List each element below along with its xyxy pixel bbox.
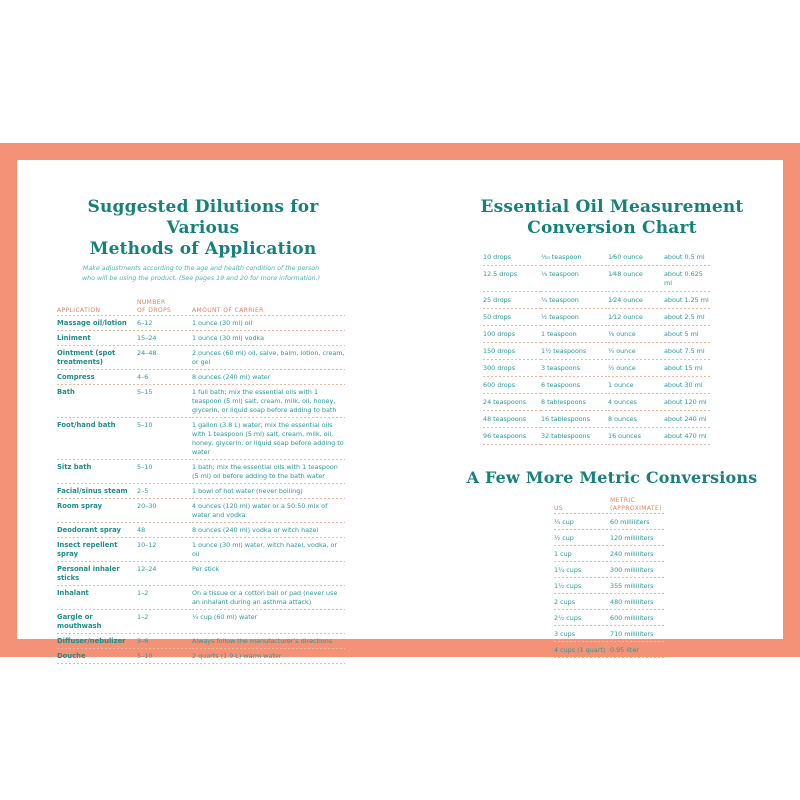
us-cell: 1¼ cups xyxy=(554,562,610,578)
us-cell: ½ cup xyxy=(554,530,610,546)
drops-cell: 5–10 xyxy=(137,418,192,460)
dilution-row xyxy=(57,346,345,370)
dilution-row xyxy=(57,499,345,523)
conversion-row xyxy=(483,309,711,326)
conversion-row xyxy=(483,292,711,309)
header-us: US xyxy=(554,494,610,514)
metric-row xyxy=(554,578,666,594)
application-cell: Bath xyxy=(57,385,137,418)
dilution-row xyxy=(57,523,345,538)
drops-cell: 24 teaspoons xyxy=(483,394,541,411)
carrier-cell: ¼ cup (60 ml) water xyxy=(192,610,345,634)
conversion-title xyxy=(462,197,762,239)
metric-title: A Few More Metric Conversions xyxy=(466,468,758,487)
header-application: APPLICATION xyxy=(57,296,137,316)
drops-cell: 50 drops xyxy=(483,309,541,326)
metric-table xyxy=(554,494,666,658)
dilution-row xyxy=(57,484,345,499)
drops-cell: 3–6 xyxy=(137,634,192,649)
conversion-row xyxy=(483,266,711,292)
drops-cell: 96 teaspoons xyxy=(483,428,541,445)
us-cell: ¼ cup xyxy=(554,514,610,530)
application-cell: Facial/sinus steam xyxy=(57,484,137,499)
teaspoon-cell: 6 teaspoons xyxy=(541,377,608,394)
carrier-cell: 1 ounce (30 ml) vodka xyxy=(192,331,345,346)
conversion-row xyxy=(483,249,711,266)
application-cell: Liniment xyxy=(57,331,137,346)
dilution-row xyxy=(57,331,345,346)
header-metric-line1: METRIC xyxy=(610,497,636,504)
drops-cell: 20–30 xyxy=(137,499,192,523)
teaspoon-cell: 32 tablespoons xyxy=(541,428,608,445)
us-cell: 3 cups xyxy=(554,626,610,642)
application-cell: Gargle or mouthwash xyxy=(57,610,137,634)
ml-cell: about 15 ml xyxy=(664,360,711,377)
teaspoon-cell: 16 tablespoons xyxy=(541,411,608,428)
drops-cell: 48 teaspoons xyxy=(483,411,541,428)
metric-cell: 710 milliliters xyxy=(610,626,666,642)
header-metric-line2: (APPROXIMATE) xyxy=(610,504,662,512)
drops-cell: 5–15 xyxy=(137,385,192,418)
ml-cell: about 470 ml xyxy=(664,428,711,445)
drops-cell: 5–10 xyxy=(137,649,192,664)
drops-cell: 24–48 xyxy=(137,346,192,370)
drops-cell: 48 xyxy=(137,523,192,538)
teaspoon-cell: ¼ teaspoon xyxy=(541,292,608,309)
application-cell: Personal inhaler sticks xyxy=(57,562,137,586)
metric-row xyxy=(554,530,666,546)
drops-cell: 6–12 xyxy=(137,316,192,331)
carrier-cell: 8 ounces (240 ml) water xyxy=(192,370,345,385)
metric-row xyxy=(554,642,666,658)
metric-cell: 240 milliliters xyxy=(610,546,666,562)
dilution-row xyxy=(57,634,345,649)
dilutions-title xyxy=(53,197,353,260)
dilutions-title-line2: Methods of Application xyxy=(89,239,317,259)
ounce-cell: 8 ounces xyxy=(608,411,664,428)
carrier-cell: 2 quarts (1.9 L) warm water xyxy=(192,649,345,664)
ounce-cell: 1⁄60 ounce xyxy=(608,249,664,266)
drops-cell: 2–5 xyxy=(137,484,192,499)
dilution-row xyxy=(57,460,345,484)
metric-cell: 60 milliliters xyxy=(610,514,666,530)
ml-cell: about 240 ml xyxy=(664,411,711,428)
drops-cell: 1–2 xyxy=(137,610,192,634)
teaspoon-cell: 8 tablespoons xyxy=(541,394,608,411)
metric-header-row xyxy=(554,494,666,514)
carrier-cell: 1 ounce (30 ml) water, witch hazel, vodka, or oil xyxy=(192,538,345,562)
dilutions-section xyxy=(57,197,345,664)
dilutions-header-row xyxy=(57,296,345,316)
carrier-cell: 1 ounce (30 ml) oil xyxy=(192,316,345,331)
ounce-cell: 4 ounces xyxy=(608,394,664,411)
carrier-cell: 1 bath; mix the essential oils with 1 teaspoon (5 ml) oil before adding to the bath water xyxy=(192,460,345,484)
drops-cell: 12–24 xyxy=(137,562,192,586)
dilution-row xyxy=(57,610,345,634)
metric-cell: 480 milliliters xyxy=(610,594,666,610)
dilution-row xyxy=(57,316,345,331)
carrier-cell: 4 ounces (120 ml) water or a 50:50 mix of water and vodka xyxy=(192,499,345,523)
header-drops-line2: OF DROPS xyxy=(137,306,172,314)
metric-row xyxy=(554,546,666,562)
metric-row xyxy=(554,610,666,626)
ounce-cell: ¼ ounce xyxy=(608,343,664,360)
carrier-cell: 1 full bath; mix the essential oils with 1 teaspoon (5 ml) salt, cream, milk, oil, honey, glycerin, or liquid soap before adding to bath xyxy=(192,385,345,418)
drops-cell: 5–10 xyxy=(137,460,192,484)
dilution-row xyxy=(57,538,345,562)
conversion-section xyxy=(462,197,762,658)
teaspoon-cell: ⅛ teaspoon xyxy=(541,266,608,292)
subtitle-line2: who will be using the product. (See pages 19 and 20 for more information.) xyxy=(81,275,321,282)
us-cell: 2½ cups xyxy=(554,610,610,626)
teaspoon-cell: 3 teaspoons xyxy=(541,360,608,377)
book-spread xyxy=(17,160,783,660)
application-cell: Sitz bath xyxy=(57,460,137,484)
application-cell: Inhalant xyxy=(57,586,137,610)
teaspoon-cell: ⅒ teaspoon xyxy=(541,249,608,266)
ml-cell: about 5 ml xyxy=(664,326,711,343)
ml-cell: about 120 ml xyxy=(664,394,711,411)
conversion-table xyxy=(483,249,711,445)
ounce-cell: 1⁄48 ounce xyxy=(608,266,664,292)
ounce-cell: 1⁄12 ounce xyxy=(608,309,664,326)
subtitle-line1: Make adjustments according to the age and health condition of the person xyxy=(82,265,320,272)
conversion-row xyxy=(483,360,711,377)
metric-row xyxy=(554,626,666,642)
ml-cell: about 0.625 ml xyxy=(664,266,711,292)
dilutions-subtitle xyxy=(57,264,345,284)
us-cell: 1½ cups xyxy=(554,578,610,594)
drops-cell: 25 drops xyxy=(483,292,541,309)
ounce-cell: ½ ounce xyxy=(608,360,664,377)
dilutions-title-line1: Suggested Dilutions for Various xyxy=(87,197,319,238)
header-carrier: AMOUNT OF CARRIER xyxy=(192,296,345,316)
drops-cell: 300 drops xyxy=(483,360,541,377)
teaspoon-cell: 1½ teaspoons xyxy=(541,343,608,360)
application-cell: Douche xyxy=(57,649,137,664)
metric-cell: 120 milliliters xyxy=(610,530,666,546)
drops-cell: 10 drops xyxy=(483,249,541,266)
us-cell: 4 cups (1 quart) xyxy=(554,642,610,658)
conversion-row xyxy=(483,326,711,343)
conversion-title-line1: Essential Oil Measurement xyxy=(480,197,744,217)
ml-cell: about 30 ml xyxy=(664,377,711,394)
ml-cell: about 2.5 ml xyxy=(664,309,711,326)
teaspoon-cell: 1 teaspoon xyxy=(541,326,608,343)
ml-cell: about 1.25 ml xyxy=(664,292,711,309)
dilution-row xyxy=(57,385,345,418)
drops-cell: 4–6 xyxy=(137,370,192,385)
us-cell: 2 cups xyxy=(554,594,610,610)
drops-cell: 12.5 drops xyxy=(483,266,541,292)
drops-cell: 10–12 xyxy=(137,538,192,562)
us-cell: 1 cup xyxy=(554,546,610,562)
ounce-cell: 1⁄24 ounce xyxy=(608,292,664,309)
application-cell: Deodorant spray xyxy=(57,523,137,538)
header-metric xyxy=(610,494,666,514)
dilution-row xyxy=(57,370,345,385)
drops-cell: 1–2 xyxy=(137,586,192,610)
carrier-cell: Per stick xyxy=(192,562,345,586)
carrier-cell: Always follow the manufacturer’s directions xyxy=(192,634,345,649)
metric-cell: 0.95 liter xyxy=(610,642,666,658)
drops-cell: 150 drops xyxy=(483,343,541,360)
carrier-cell: 2 ounces (60 ml) oil, salve, balm, lotion, cream, or gel xyxy=(192,346,345,370)
metric-cell: 355 milliliters xyxy=(610,578,666,594)
conversion-title-line2: Conversion Chart xyxy=(527,218,697,238)
metric-row xyxy=(554,562,666,578)
metric-cell: 300 milliliters xyxy=(610,562,666,578)
header-drops xyxy=(137,296,192,316)
dilution-row xyxy=(57,562,345,586)
application-cell: Room spray xyxy=(57,499,137,523)
conversion-row xyxy=(483,343,711,360)
dilution-row xyxy=(57,418,345,460)
application-cell: Compress xyxy=(57,370,137,385)
conversion-row xyxy=(483,394,711,411)
ounce-cell: ⅙ ounce xyxy=(608,326,664,343)
application-cell: Foot/hand bath xyxy=(57,418,137,460)
carrier-cell: On a tissue or a cotton ball or pad (never use an inhalant during an asthma attack) xyxy=(192,586,345,610)
ml-cell: about 0.5 ml xyxy=(664,249,711,266)
header-drops-line1: NUMBER xyxy=(137,299,166,306)
carrier-cell: 8 ounces (240 ml) vodka or witch hazel xyxy=(192,523,345,538)
dilutions-table xyxy=(57,296,345,664)
ounce-cell: 1 ounce xyxy=(608,377,664,394)
carrier-cell: 1 bowl of hot water (never boiling) xyxy=(192,484,345,499)
metric-cell: 600 milliliters xyxy=(610,610,666,626)
teaspoon-cell: ½ teaspoon xyxy=(541,309,608,326)
drops-cell: 600 drops xyxy=(483,377,541,394)
drops-cell: 100 drops xyxy=(483,326,541,343)
conversion-row xyxy=(483,377,711,394)
dilution-row xyxy=(57,586,345,610)
metric-row xyxy=(554,514,666,530)
conversion-row xyxy=(483,411,711,428)
ml-cell: about 7.5 ml xyxy=(664,343,711,360)
application-cell: Diffuser/nebulizer xyxy=(57,634,137,649)
application-cell: Insect repellent spray xyxy=(57,538,137,562)
carrier-cell: 1 gallon (3.8 L) water; mix the essential oils with 1 teaspoon (5 ml) salt, cream, milk, oil, honey, glycerin, or liquid soap before adding to water xyxy=(192,418,345,460)
metric-row xyxy=(554,594,666,610)
drops-cell: 15–24 xyxy=(137,331,192,346)
dilution-row xyxy=(57,649,345,664)
conversion-row xyxy=(483,428,711,445)
application-cell: Ointment (spot treatments) xyxy=(57,346,137,370)
ounce-cell: 16 ounces xyxy=(608,428,664,445)
application-cell: Massage oil/lotion xyxy=(57,316,137,331)
